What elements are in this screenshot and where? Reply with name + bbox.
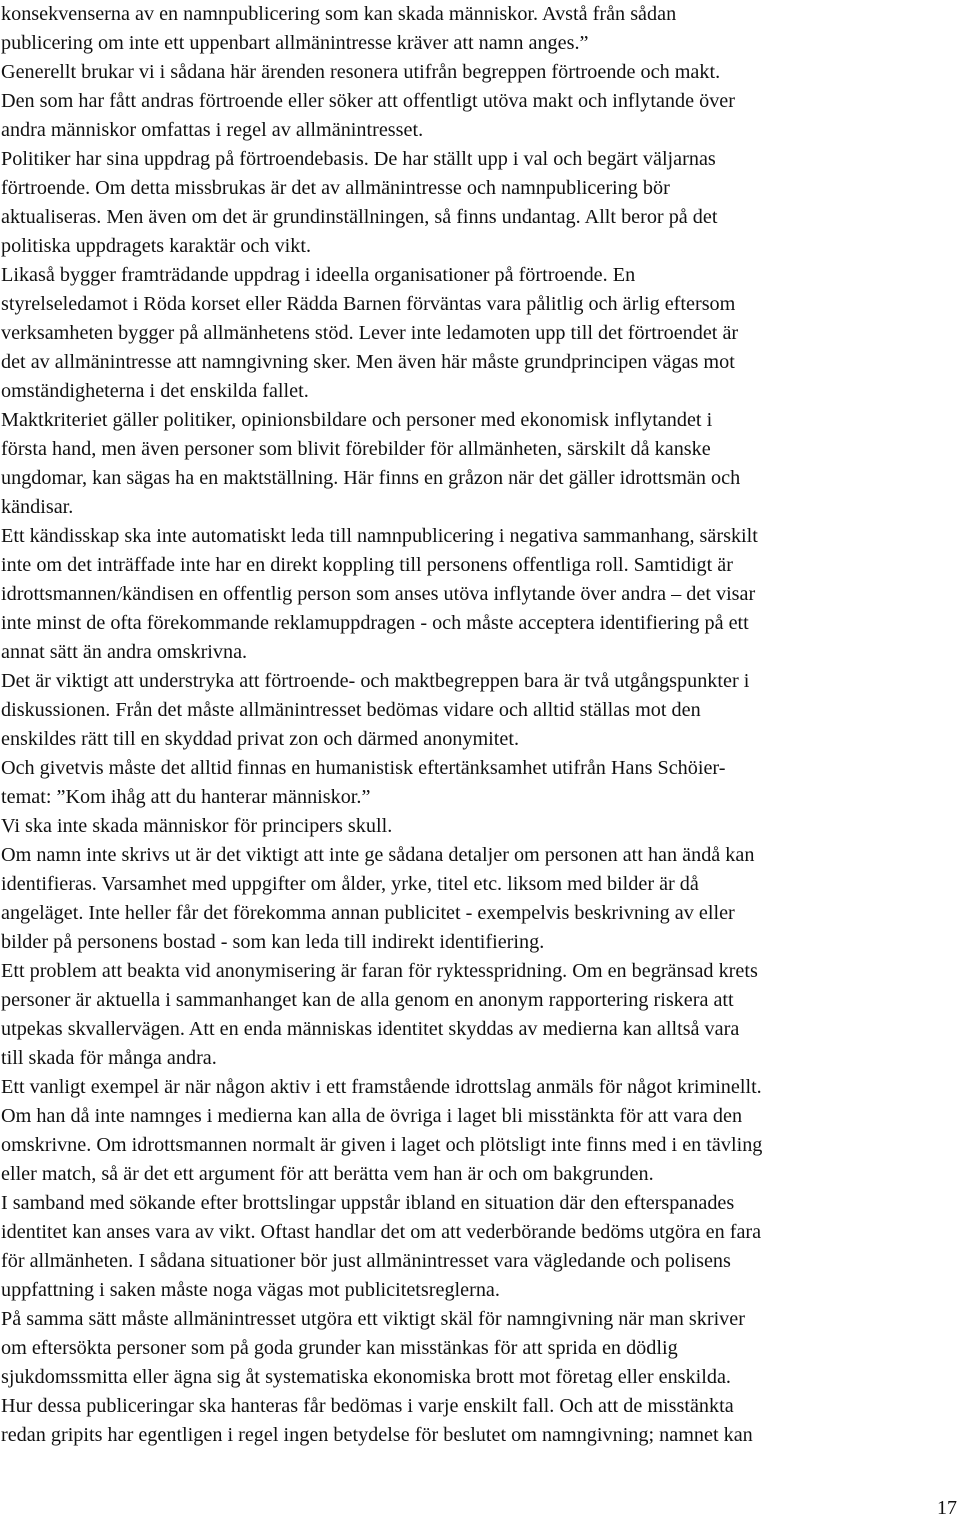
text-line: I samband med sökande efter brottslingar uppstår ibland en situation där den efterspanades: [1, 1192, 735, 1214]
text-line: andra människor omfattas i regel av allmänintresset.: [1, 119, 424, 141]
text-line: inte om det inträffade inte har en direkt koppling till personens offentliga roll. Samtidigt är: [1, 554, 733, 576]
text-line: bilder på personens bostad - som kan leda till indirekt identifiering.: [1, 931, 545, 953]
body-text: [1, 0, 960, 1450]
text-line: aktualiseras. Men även om det är grundinställningen, så finns undantag. Allt beror på det: [1, 206, 718, 228]
text-line: uppfattning i saken måste noga vägas mot publicitetsreglerna.: [1, 1279, 500, 1301]
text-line: ungdomar, kan sägas ha en maktställning. Här finns en gråzon när det gäller idrottsmän och: [1, 467, 741, 489]
text-line: identifieras. Varsamhet med uppgifter om ålder, yrke, titel etc. liksom med bilder är då: [1, 873, 699, 895]
text-line: redan gripits har egentligen i regel ingen betydelse för beslutet om namngivning; namnet kan: [1, 1424, 753, 1446]
text-line: Generellt brukar vi i sådana här ärenden resonera utifrån begreppen förtroende och makt.: [1, 61, 721, 83]
text-line: annat sätt än andra omskrivna.: [1, 641, 248, 663]
text-line: sjukdomssmitta eller ägna sig åt systematiska ekonomiska brott mot företag eller enskilda.: [1, 1366, 731, 1388]
text-line: Och givetvis måste det alltid finnas en humanistisk eftertänksamhet utifrån Hans Schöier-: [1, 757, 726, 779]
text-line: omständigheterna i det enskilda fallet.: [1, 380, 309, 402]
text-line: konsekvenserna av en namnpublicering som kan skada människor. Avstå från sådan: [1, 3, 677, 25]
text-line: identitet kan anses vara av vikt. Oftast handlar det om att vederbörande bedöms utgöra en fara: [1, 1221, 762, 1243]
text-line: politiska uppdragets karaktär och vikt.: [1, 235, 312, 257]
text-line: Det är viktigt att understryka att förtroende- och maktbegreppen bara är två utgångspunkter i: [1, 670, 750, 692]
text-line: omskrivne. Om idrottsmannen normalt är given i laget och plötsligt inte finns med i en tävling: [1, 1134, 763, 1156]
text-line: Ett problem att beakta vid anonymisering är faran för ryktesspridning. Om en begränsad krets: [1, 960, 758, 982]
text-line: Ett kändisskap ska inte automatiskt leda till namnpublicering i negativa sammanhang, särskilt: [1, 525, 758, 547]
text-line: angeläget. Inte heller får det förekomma annan publicitet - exempelvis beskrivning av eller: [1, 902, 735, 924]
text-line: det av allmänintresse att namngivning sker. Men även här måste grundprincipen vägas mot: [1, 351, 735, 373]
text-line: kändisar.: [1, 496, 74, 518]
text-line: Om namn inte skrivs ut är det viktigt att inte ge sådana detaljer om personen att han ändå kan: [1, 844, 755, 866]
text-line: diskussionen. Från det måste allmänintresset bedömas vidare och alltid ställas mot den: [1, 699, 701, 721]
text-line: styrelseledamot i Röda korset eller Rädda Barnen förväntas vara pålitlig och ärlig eftersom: [1, 293, 736, 315]
text-line: förtroende. Om detta missbrukas är det av allmänintresse och namnpublicering bör: [1, 177, 670, 199]
text-line: inte minst de ofta förekommande reklamuppdragen - och måste acceptera identifiering på ett: [1, 612, 749, 634]
text-line: temat: ”Kom ihåg att du hanterar människor.”: [1, 786, 371, 808]
page-number: 17: [937, 1497, 957, 1519]
text-line: publicering om inte ett uppenbart allmänintresse kräver att namn anges.”: [1, 32, 589, 54]
text-line: utpekas skvallervägen. Att en enda människas identitet skyddas av medierna kan alltså vara: [1, 1018, 740, 1040]
text-line: Hur dessa publiceringar ska hanteras får bedömas i varje enskilt fall. Och att de misstänkta: [1, 1395, 734, 1417]
text-line: Likaså bygger framträdande uppdrag i ideella organisationer på förtroende. En: [1, 264, 636, 286]
text-line: till skada för många andra.: [1, 1047, 217, 1069]
text-line: Maktkriteriet gäller politiker, opinionsbildare och personer med ekonomisk inflytandet i: [1, 409, 713, 431]
text-line: På samma sätt måste allmänintresset utgöra ett viktigt skäl för namngivning när man skriver: [1, 1308, 745, 1330]
text-line: Politiker har sina uppdrag på förtroendebasis. De har ställt upp i val och begärt väljarnas: [1, 148, 716, 170]
text-line: eller match, så är det ett argument för att berätta vem han är och om bakgrunden.: [1, 1163, 654, 1185]
text-line: om eftersökta personer som på goda grunder kan misstänkas för att sprida en dödlig: [1, 1337, 678, 1359]
text-line: första hand, men även personer som blivit förebilder för allmänheten, särskilt då kanske: [1, 438, 711, 460]
text-line: Vi ska inte skada människor för principers skull.: [1, 815, 393, 837]
text-line: verksamheten bygger på allmänhetens stöd. Lever inte ledamoten upp till det förtroendet är: [1, 322, 739, 344]
text-line: enskildes rätt till en skyddad privat zon och därmed anonymitet.: [1, 728, 520, 750]
text-line: idrottsmannen/kändisen en offentlig person som anses utöva inflytande över andra – det visar: [1, 583, 756, 605]
text-line: Ett vanligt exempel är när någon aktiv i ett framstående idrottslag anmäls för något kriminellt.: [1, 1076, 762, 1098]
text-line: Den som har fått andras förtroende eller söker att offentligt utöva makt och inflytande över: [1, 90, 735, 112]
text-line: Om han då inte namnges i medierna kan alla de övriga i laget bli misstänkta för att vara den: [1, 1105, 743, 1127]
text-line: för allmänheten. I sådana situationer bör just allmänintresset vara vägledande och polisens: [1, 1250, 731, 1272]
text-line: personer är aktuella i sammanhanget kan de alla genom en anonym rapportering riskera att: [1, 989, 734, 1011]
